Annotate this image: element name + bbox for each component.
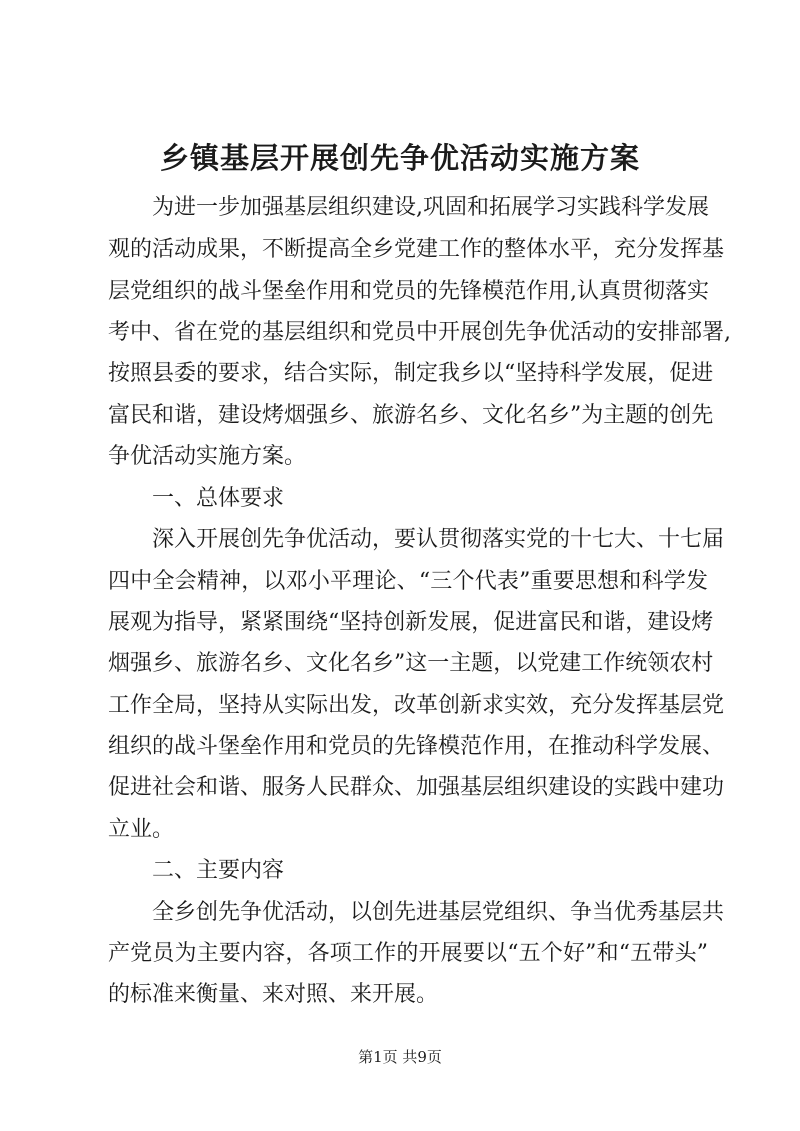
body-line: 展观为指导，紧紧围绕“坚持创新发展，促进富民和谐，建设烤 <box>108 610 714 635</box>
page-number: 第1页 共9页 <box>358 1048 442 1066</box>
body-line: 四中全会精神，以邓小平理论、“三个代表”重要思想和科学发 <box>108 569 708 594</box>
body-line: 按照县委的要求，结合实际，制定我乡以“坚持科学发展，促进 <box>108 361 714 386</box>
body-line: 层党组织的战斗堡垒作用和党员的先锋模范作用,认真贯彻落实 <box>108 279 709 304</box>
body-line: 考中、省在党的基层组织和党员中开展创先争优活动的安排部署, <box>108 320 731 345</box>
body-line: 全乡创先争优活动，以创先进基层党组织、争当优秀基层共 <box>152 900 725 925</box>
body-line: 争优活动实施方案。 <box>108 444 307 469</box>
body-line: 富民和谐，建设烤烟强乡、旅游名乡、文化名乡”为主题的创先 <box>108 403 714 428</box>
body-line: 烟强乡、旅游名乡、文化名乡”这一主题，以党建工作统领农村 <box>108 651 714 676</box>
body-line: 促进社会和谐、服务人民群众、加强基层组织建设的实践中建功 <box>108 775 725 800</box>
section-heading: 二、主要内容 <box>152 858 285 883</box>
body-line: 为进一步加强基层组织建设,巩固和拓展学习实践科学发展 <box>152 195 709 220</box>
body-line: 产党员为主要内容，各项工作的开展要以“五个好”和“五带头” <box>108 941 708 966</box>
body-line: 的标准来衡量、来对照、来开展。 <box>108 982 439 1007</box>
body-line: 深入开展创先争优活动，要认贯彻落实党的十七大、十七届 <box>152 527 725 552</box>
section-heading: 一、总体要求 <box>152 486 285 511</box>
body-line: 组织的战斗堡垒作用和党员的先锋模范作用，在推动科学发展、 <box>108 734 725 759</box>
body-line: 立业。 <box>108 817 175 842</box>
body-line: 观的活动成果，不断提高全乡党建工作的整体水平，充分发挥基 <box>108 237 725 262</box>
document-title: 乡镇基层开展创先争优活动实施方案 <box>159 141 640 175</box>
body-line: 工作全局，坚持从实际出发，改革创新求实效，充分发挥基层党 <box>108 693 725 718</box>
